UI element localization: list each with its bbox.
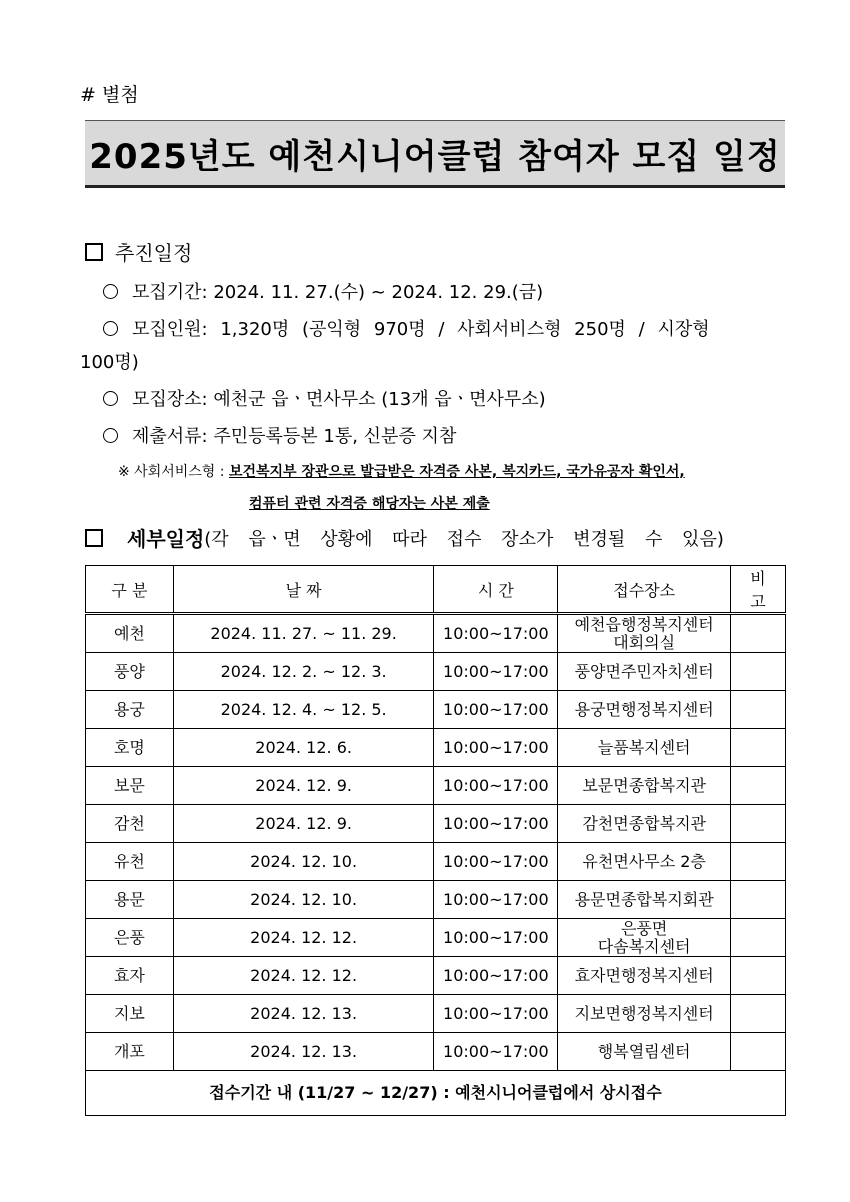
circle-bullet-icon (103, 391, 118, 406)
cell-remark (730, 614, 785, 653)
section-schedule-label: 추진일정 (115, 241, 193, 265)
cell-place: 유천면사무소 2층 (558, 843, 731, 881)
cell-time: 10:00~17:00 (434, 653, 558, 691)
cell-date: 2024. 12. 10. (173, 881, 434, 919)
cell-time: 10:00~17:00 (434, 957, 558, 995)
table-row (86, 919, 786, 957)
cell-area: 예천 (86, 614, 174, 653)
cell-time: 10:00~17:00 (434, 767, 558, 805)
cell-remark (730, 995, 785, 1033)
table-footer-note: 접수기간 내 (11/27 ~ 12/27) : 예천시니어클럽에서 상시접수 (86, 1071, 786, 1116)
section-detail-label: 세부일정 (127, 527, 205, 551)
header-time: 시 간 (434, 566, 558, 614)
cell-date: 2024. 12. 12. (173, 919, 434, 957)
cell-place: 감천면종합복지관 (558, 805, 731, 843)
note-prefix: ※ 사회서비스형 : (118, 464, 229, 480)
note-text-2: 컴퓨터 관련 자격증 해당자는 사본 제출 (249, 496, 490, 512)
table-row (86, 653, 786, 691)
cell-time: 10:00~17:00 (434, 805, 558, 843)
cell-area: 호명 (86, 729, 174, 767)
header-date: 날 짜 (173, 566, 434, 614)
cell-place: 용문면종합복지회관 (558, 881, 731, 919)
cell-area: 용궁 (86, 691, 174, 729)
note-text-1: 보건복지부 장관으로 발급받은 자격증 사본, 복지카드, 국가유공자 확인서, (228, 464, 685, 480)
cell-place: 풍양면주민자치센터 (558, 653, 731, 691)
note-line-1 (118, 461, 685, 481)
cell-remark (730, 1033, 785, 1071)
cell-area: 풍양 (86, 653, 174, 691)
cell-time: 10:00~17:00 (434, 843, 558, 881)
cell-place: 효자면행정복지센터 (558, 957, 731, 995)
cell-date: 2024. 12. 12. (173, 957, 434, 995)
cell-time: 10:00~17:00 (434, 995, 558, 1033)
cell-place: 지보면행정복지센터 (558, 995, 731, 1033)
header-area: 구 분 (86, 566, 174, 614)
cell-area: 유천 (86, 843, 174, 881)
circle-bullet-icon (103, 428, 118, 443)
circle-bullet-icon (103, 284, 118, 299)
note-line-2 (249, 493, 490, 513)
cell-remark (730, 843, 785, 881)
table-row (86, 881, 786, 919)
cell-place: 보문면종합복지관 (558, 767, 731, 805)
cell-time: 10:00~17:00 (434, 881, 558, 919)
cell-area: 지보 (86, 995, 174, 1033)
cell-date: 2024. 12. 9. (173, 805, 434, 843)
table-row (86, 614, 786, 653)
cell-date: 2024. 12. 2. ~ 12. 3. (173, 653, 434, 691)
cell-time: 10:00~17:00 (434, 691, 558, 729)
cell-remark (730, 767, 785, 805)
cell-area: 감천 (86, 805, 174, 843)
cell-area: 보문 (86, 767, 174, 805)
table-row (86, 691, 786, 729)
required-documents-text: 제출서류: 주민등록등본 1통, 신분증 지참 (132, 426, 457, 447)
recruit-count (103, 315, 710, 341)
table-row (86, 767, 786, 805)
table-header-row (86, 566, 786, 614)
cell-area: 은풍 (86, 919, 174, 957)
table-row (86, 805, 786, 843)
table-row (86, 1033, 786, 1071)
cell-date: 2024. 12. 6. (173, 729, 434, 767)
cell-remark (730, 691, 785, 729)
cell-area: 효자 (86, 957, 174, 995)
cell-remark (730, 653, 785, 691)
cell-date: 2024. 12. 4. ~ 12. 5. (173, 691, 434, 729)
recruit-place (103, 385, 546, 411)
cell-remark (730, 919, 785, 957)
table-row (86, 957, 786, 995)
recruit-count-text: 모집인원: 1,320명 (공익형 970명 / 사회서비스형 250명 / 시장형 (132, 319, 710, 340)
cell-remark (730, 805, 785, 843)
required-documents (103, 422, 456, 448)
cell-time: 10:00~17:00 (434, 614, 558, 653)
cell-remark (730, 729, 785, 767)
attachment-label: # 별첨 (80, 84, 139, 106)
recruit-period-text: 모집기간: 2024. 11. 27.(수) ~ 2024. 12. 29.(금) (132, 282, 544, 303)
table-footer-row (86, 1071, 786, 1116)
cell-date: 2024. 11. 27. ~ 11. 29. (173, 614, 434, 653)
table-row (86, 843, 786, 881)
cell-time: 10:00~17:00 (434, 1033, 558, 1071)
document-title (85, 120, 785, 188)
cell-remark (730, 957, 785, 995)
cell-date: 2024. 12. 13. (173, 995, 434, 1033)
cell-place: 늘품복지센터 (558, 729, 731, 767)
cell-date: 2024. 12. 13. (173, 1033, 434, 1071)
square-bullet-icon (85, 243, 103, 261)
document-title-text: 2025년도 예천시니어클럽 참여자 모집 일정 (89, 136, 781, 177)
cell-remark (730, 881, 785, 919)
cell-place: 은풍면 다솜복지센터 (558, 919, 731, 957)
header-remark: 비고 (730, 566, 785, 614)
cell-area: 개포 (86, 1033, 174, 1071)
cell-date: 2024. 12. 9. (173, 767, 434, 805)
cell-place: 예천읍행정복지센터 대회의실 (558, 614, 731, 653)
table-row (86, 995, 786, 1033)
section-detail-subtitle: (각 읍ㆍ면 상황에 따라 접수 장소가 변경될 수 있음) (204, 528, 724, 550)
schedule-table (85, 565, 786, 1116)
cell-place: 행복열림센터 (558, 1033, 731, 1071)
circle-bullet-icon (103, 321, 118, 336)
recruit-period (103, 278, 543, 304)
cell-time: 10:00~17:00 (434, 729, 558, 767)
square-bullet-icon (85, 529, 103, 547)
cell-time: 10:00~17:00 (434, 919, 558, 957)
section-schedule-heading (85, 237, 192, 266)
cell-place: 용궁면행정복지센터 (558, 691, 731, 729)
cell-area: 용문 (86, 881, 174, 919)
recruit-place-text: 모집장소: 예천군 읍ㆍ면사무소 (13개 읍ㆍ면사무소) (132, 389, 546, 410)
table-row (86, 729, 786, 767)
cell-date: 2024. 12. 10. (173, 843, 434, 881)
recruit-count-cont: 100명) (80, 352, 139, 373)
section-detail-heading (85, 523, 770, 552)
header-place: 접수장소 (558, 566, 731, 614)
